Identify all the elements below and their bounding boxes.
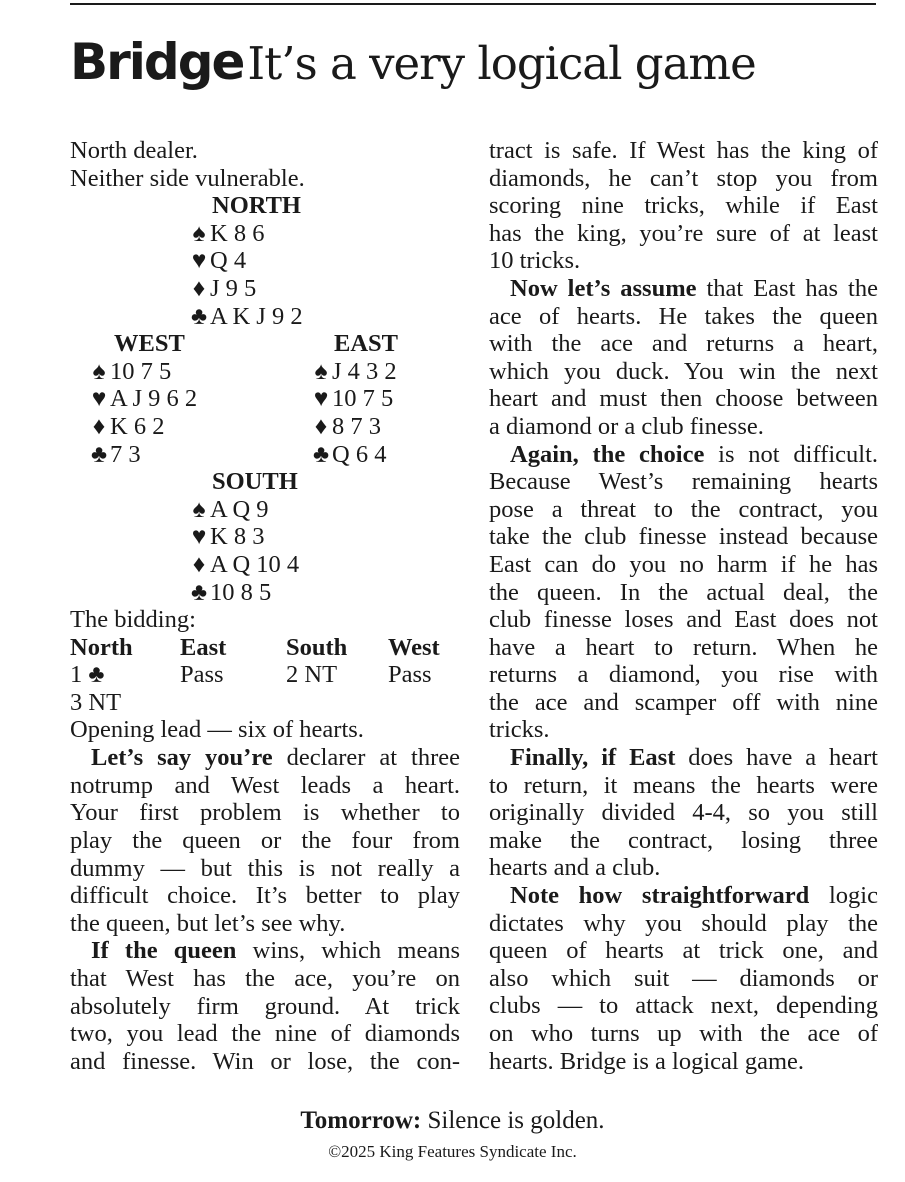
paragraph-lead-in: Again, the choice bbox=[510, 440, 705, 468]
text-line: have a heart to return. When he bbox=[489, 633, 878, 661]
text-line: queen of hearts at trick one, and bbox=[489, 937, 878, 965]
diamond-icon: ♦ bbox=[192, 274, 206, 302]
north-clubs: ♣ A K J 9 2 bbox=[188, 303, 303, 331]
club-icon: ♣ bbox=[190, 578, 208, 606]
headline-title: Bridge bbox=[70, 33, 244, 91]
bid-header-south: South bbox=[286, 633, 348, 661]
text-line: hearts. Bridge is a logical game. bbox=[489, 1047, 804, 1075]
west-diamonds: ♦ K 6 2 bbox=[88, 413, 164, 441]
diamond-icon: ♦ bbox=[92, 412, 106, 440]
bidding-intro: The bidding: bbox=[70, 606, 196, 634]
paragraph-lead-in: Note how straightforward bbox=[510, 882, 810, 910]
south-diamonds: ♦ A Q 10 4 bbox=[188, 551, 299, 579]
west-hearts: ♥ A J 9 6 2 bbox=[88, 385, 197, 413]
text-line: the ace and scamper off with nine bbox=[489, 688, 878, 716]
bid-header-west: West bbox=[388, 633, 440, 661]
east-clubs: ♣ Q 6 4 bbox=[310, 441, 386, 469]
text-line: Let’s say you’re declarer at three bbox=[91, 744, 460, 772]
tomorrow-text: Silence is golden. bbox=[421, 1107, 605, 1134]
text-line: scoring nine tricks, while if East bbox=[489, 192, 878, 220]
heart-icon: ♥ bbox=[191, 247, 207, 275]
north-hearts: ♥ Q 4 bbox=[188, 247, 246, 275]
text-line: ace of hearts. He takes the queen bbox=[489, 302, 878, 330]
spade-icon: ♠ bbox=[314, 357, 328, 385]
text-line: to return, it means the hearts were bbox=[489, 771, 878, 799]
bid-header-east: East bbox=[180, 633, 227, 661]
tomorrow-teaser bbox=[0, 1107, 905, 1135]
text-line: clubs — to attack next, depending bbox=[489, 992, 878, 1020]
text-line: a diamond or a club finesse. bbox=[489, 412, 764, 440]
bidding-table bbox=[70, 661, 460, 744]
bid-header-north: North bbox=[70, 633, 133, 661]
text-line: club finesse loses and East does not bbox=[489, 606, 878, 634]
diamond-icon: ♦ bbox=[192, 550, 206, 578]
text-line: has the king, you’re sure of at least bbox=[489, 219, 878, 247]
copyright: ©2025 King Features Syndicate Inc. bbox=[328, 1142, 577, 1161]
text-line: difficult choice. It’s better to play bbox=[70, 882, 460, 910]
deal-diagram bbox=[70, 192, 460, 661]
text-line: the queen, but let’s see why. bbox=[70, 909, 346, 937]
text-line: take the club finesse instead because bbox=[489, 523, 878, 551]
text-line: and finesse. Win or lose, the con- bbox=[70, 1047, 460, 1075]
east-spades: ♠ J 4 3 2 bbox=[310, 358, 397, 386]
text-line: Because West’s remaining hearts bbox=[489, 468, 878, 496]
text-line: with the ace and returns a heart, bbox=[489, 330, 878, 358]
south-hearts: ♥ K 8 3 bbox=[188, 523, 264, 551]
text-line: Your first problem is whether to bbox=[70, 799, 460, 827]
west-label: WEST bbox=[114, 330, 185, 358]
club-icon: ♣ bbox=[190, 302, 208, 330]
text-line: hearts and a club. bbox=[489, 854, 661, 882]
bid-west-1: Pass bbox=[388, 661, 432, 689]
text-line: notrump and West leads a heart. bbox=[70, 771, 460, 799]
text-line: play the queen or the four from bbox=[70, 826, 460, 854]
heart-icon: ♥ bbox=[91, 385, 107, 413]
text-line: absolutely firm ground. At trick bbox=[70, 992, 460, 1020]
east-label: EAST bbox=[334, 330, 399, 358]
right-body-text bbox=[489, 137, 878, 1075]
tomorrow-label: Tomorrow: bbox=[300, 1107, 422, 1134]
club-icon: ♣ bbox=[312, 440, 330, 468]
spade-icon: ♠ bbox=[192, 219, 206, 247]
text-line: Again, the choice is not difficult. bbox=[510, 440, 878, 468]
heart-icon: ♥ bbox=[191, 523, 207, 551]
text-line: Finally, if East does have a heart bbox=[510, 744, 878, 772]
dealer-line: North dealer. bbox=[70, 137, 198, 164]
text-line: that West has the ace, you’re on bbox=[70, 964, 460, 992]
text-line: East can do you no harm if he has bbox=[489, 550, 878, 578]
paragraph-lead-in: Now let’s assume bbox=[510, 274, 697, 302]
headline-subtitle: It’s a very logical game bbox=[247, 37, 756, 90]
west-clubs: ♣ 7 3 bbox=[88, 441, 141, 469]
spade-icon: ♠ bbox=[192, 495, 206, 523]
club-icon: ♣ bbox=[90, 440, 108, 468]
text-line: tract is safe. If West has the king of bbox=[489, 137, 878, 164]
north-spades: ♠ K 8 6 bbox=[188, 220, 264, 248]
spade-icon: ♠ bbox=[92, 357, 106, 385]
text-line: tricks. bbox=[489, 716, 550, 744]
text-line: pose a threat to the contract, you bbox=[489, 495, 878, 523]
south-clubs: ♣ 10 8 5 bbox=[188, 579, 271, 607]
diamond-icon: ♦ bbox=[314, 412, 328, 440]
text-line: If the queen wins, which means bbox=[91, 937, 460, 965]
south-label: SOUTH bbox=[212, 468, 298, 496]
top-rule bbox=[70, 3, 876, 5]
text-line: Now let’s assume that East has the bbox=[510, 274, 878, 302]
headline bbox=[70, 30, 900, 107]
north-diamonds: ♦ J 9 5 bbox=[188, 275, 256, 303]
right-column bbox=[489, 137, 878, 1075]
text-line: the queen. In the actual deal, the bbox=[489, 578, 878, 606]
paragraph-lead-in: Finally, if East bbox=[510, 744, 676, 772]
text-line: diamonds, he can’t stop you from bbox=[489, 164, 878, 192]
text-line: two, you lead the nine of diamonds bbox=[70, 1020, 460, 1048]
text-line: returns a diamond, you rise with bbox=[489, 661, 878, 689]
north-label: NORTH bbox=[212, 192, 301, 220]
bid-south-1: 2 NT bbox=[286, 661, 338, 689]
south-spades: ♠ A Q 9 bbox=[188, 496, 269, 524]
text-line: which you duck. You win the next bbox=[489, 357, 878, 385]
vulnerability-line: Neither side vulnerable. bbox=[70, 164, 305, 192]
paragraph-lead-in: Let’s say you’re bbox=[91, 744, 273, 772]
bid-east-1: Pass bbox=[180, 661, 224, 689]
heart-icon: ♥ bbox=[313, 385, 329, 413]
bid-north-1: 1 ♣ bbox=[70, 661, 105, 689]
left-column bbox=[70, 137, 460, 1075]
east-diamonds: ♦ 8 7 3 bbox=[310, 413, 381, 441]
text-line: on who turns up with the ace of bbox=[489, 1020, 878, 1047]
bid-north-2: 3 NT bbox=[70, 688, 122, 716]
left-body-text bbox=[70, 744, 460, 1075]
text-line: dummy — but this is not really a bbox=[70, 854, 460, 882]
text-line: 10 tricks. bbox=[489, 247, 581, 275]
text-line: Note how straightforward logic bbox=[510, 882, 878, 910]
text-line: heart and must then choose between bbox=[489, 385, 878, 413]
paragraph-lead-in: If the queen bbox=[91, 937, 237, 965]
text-line: dictates why you should play the bbox=[489, 909, 878, 937]
text-line: originally divided 4-4, so you still bbox=[489, 799, 878, 827]
opening-lead: Opening lead — six of hearts. bbox=[70, 716, 364, 744]
text-line: make the contract, losing three bbox=[489, 826, 878, 854]
west-spades: ♠ 10 7 5 bbox=[88, 358, 171, 386]
east-hearts: ♥ 10 7 5 bbox=[310, 385, 393, 413]
text-line: also which suit — diamonds or bbox=[489, 964, 878, 992]
